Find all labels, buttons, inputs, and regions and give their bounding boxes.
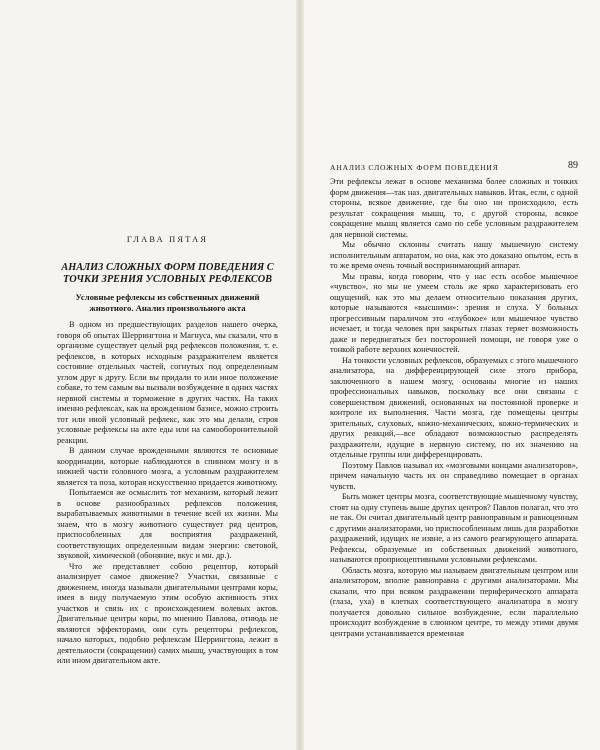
paragraph: Что же представляет собою рецептор, который анализирует самое движение? Участки, связанные с движением, иногда называли двигательными центрами коры, имея в виду получаемую этим особую активность этих участков и связь их с происхождением волевых актов. Двигательные центры коры, по мнению Павлова, отнюдь не являются эффекторами, они суть рецепторы рефлексов, начало которых, подобно рефлексам Шеррингтона, лежит в деятельности (сокращении) самих мышц, участвующих в том или ином двигательном акте. [57,561,278,665]
paragraph: На тонкости условных рефлексов, образуемых с этого мышечного анализатора, на дифференцирующей силе этого прибора, заключенного в нашем мозгу, основаны многие из наших профессиональных навыков, поскольку все они связаны с совершенством движений, основанных на постоянной проверке и контроле их выполнения. Части мозга, где помещены центры зрительных, слуховых, кожно-механических, кожно-термических и других реакций,—все обладают возможностью распределять раздражители, идущие в нервную систему, по их значению на отдельные группы или дифференцировать. [330,355,578,459]
section-title: Условные рефлексы из собственных движений животного. Анализ произвольного акта [75,292,260,313]
paragraph: Мы правы, когда говорим, что у нас есть особое мышечное «чувство», но мы не умеем столь же ярко характеризовать его ощущений, как это мы делаем относительно показания других, которые называются «высшими»: зрения и слуха. У больных прогрессивным параличом это «глубокое» или мышечное чувство исчезает, и тогда человек при закрытых глазах теряет возможность даже и передвигаться без посторонней помощи, не говоря уже о тонкой работе верхних конечностей. [330,271,578,354]
chapter-label: ГЛАВА ПЯТАЯ [126,235,209,244]
chapter-title: АНАЛИЗ СЛОЖНЫХ ФОРМ ПОВЕДЕНИЯ С ТОЧКИ ЗРЕНИЯ УСЛОВНЫХ РЕФЛЕКСОВ [61,262,274,285]
book-gutter [296,0,304,750]
paragraph: В одном из предшествующих разделов нашего очерка, говоря об опытах Шеррингтона и Магнуса, мы сказали, что в организме существует целый ряд рефлексов положения, т. е. рефлексов, в которых исходным раздражителем является состояние отдельных частей, согнутых под определенным углом друг к другу. Если вы придали то или иное положение собаке, то тем самым вы вызвали возбуждение в одних частях нервной системы и торможение в других частях. На таких именно рефлексах, как на врожденном базисе, можно строить тот или иной условный рефлекс, как это мы делали, строя условные рефлексы на акте еды или на самооборонительной реакции. [57,320,278,445]
page-number: 89 [568,160,578,171]
running-head: АНАЛИЗ СЛОЖНЫХ ФОРМ ПОВЕДЕНИЯ [330,163,499,172]
paragraph: Эти рефлексы лежат в основе механизма более сложных и тонких форм движения—так наз. двигательных навыков. Итак, если, с одной стороны, всякое движение, где бы оно ни происходило, есть результат сокращения мышц, то, с другой стороны, всякое сокращение мышц является само по себе условным раздражителем для нервной системы. [330,177,578,239]
paragraph: Быть может центры мозга, соответствующие мышечному чувству, стоят на одну ступень выше других центров? Павлов полагал, что это не так. Он считал двигательный центр равноправным и равноценным с другими анализаторами, но приспособленным лишь для разработки раздражений, идущих не извне, а из самого реагирующего аппарата. Рефлексы, образуемые из собственных движений животного, называются проприоцептивными условными рефлексами. [330,492,578,564]
paragraph: В данном случае врожденными являются те основные координации, которые наблюдаются в спинном мозгу и в нижней части головного мозга, а условным раздражителем является та поза, которая искусственно придается животному. [57,446,278,487]
paragraph: Мы обычно склонны считать нашу мышечную систему исполнительным аппаратом, но она, как это доказано опытом, есть в то же время очень точный воспринимающий аппарат. [330,240,578,270]
paragraph: Область мозга, которую мы называем двигательным центром или анализатором, вполне равноправна с другими анализаторами. Мы сказали, что при всяком раздражении периферического аппарата (глаза, уха) в клетках соответствующего анализатора в мозгу получается довольно сильное возбуждение, если параллельно происходит возбуждение в слюнном центре, то между этими двумя центрами устанавливается временная [330,565,578,638]
right-page-body [330,177,578,639]
left-page-body [57,320,278,667]
paragraph: Попытаемся же осмыслить тот механизм, который лежит в основе разнообразных рефлексов положения, вырабатываемых животными в течение всей их жизни. Мы знаем, что в мозгу животного существует ряд центров, приспособленных для восприятия раздражений, соответствующих определенным видам энергии: световой, звуковой, химической (обоняние, вкус и мн. др.). [57,488,278,560]
paragraph: Поэтому Павлов называл их «мозговыми концами анализаторов», причем начальную часть их он справедливо помещает в органах чувств. [330,460,578,491]
